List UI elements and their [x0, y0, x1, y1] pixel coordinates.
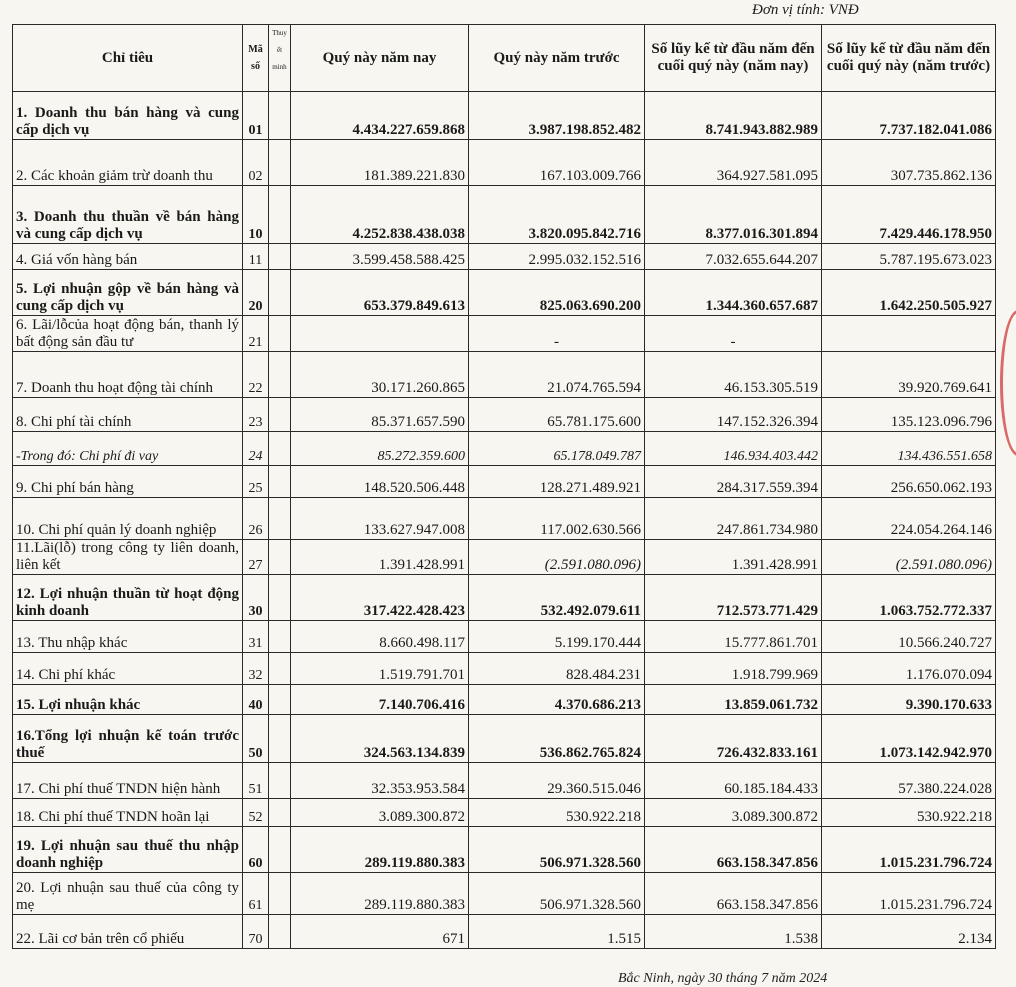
row-label — [13, 540, 243, 575]
table-row — [13, 466, 996, 498]
row-value-1: 1.519.791.701 — [291, 653, 469, 685]
row-value-2: 825.063.690.200 — [469, 270, 645, 316]
row-note — [269, 270, 291, 316]
row-value-3: 663.158.347.856 — [645, 827, 822, 873]
table-row — [13, 763, 996, 799]
row-code: 10 — [243, 186, 269, 244]
row-note — [269, 540, 291, 575]
table-row — [13, 316, 996, 352]
header-quy-nay-nam-nay: Quý này năm nay — [291, 25, 469, 92]
table-row — [13, 715, 996, 763]
row-value-1: 85.272.359.600 — [291, 432, 469, 466]
table-row — [13, 873, 996, 915]
row-value-2: 3.820.095.842.716 — [469, 186, 645, 244]
table-row — [13, 140, 996, 186]
row-code: 21 — [243, 316, 269, 352]
row-value-3: 284.317.559.394 — [645, 466, 822, 498]
row-note — [269, 498, 291, 540]
row-code: 60 — [243, 827, 269, 873]
row-code: 11 — [243, 244, 269, 270]
row-value-1: 3.599.458.588.425 — [291, 244, 469, 270]
row-value-2: 167.103.009.766 — [469, 140, 645, 186]
row-label — [13, 575, 243, 621]
row-value-1: 148.520.506.448 — [291, 466, 469, 498]
row-value-3: 60.185.184.433 — [645, 763, 822, 799]
table-row — [13, 186, 996, 244]
row-value-3: 7.032.655.644.207 — [645, 244, 822, 270]
row-value-4 — [822, 316, 996, 352]
row-value-3: 8.377.016.301.894 — [645, 186, 822, 244]
row-note — [269, 685, 291, 715]
row-label-text: 2. Các khoản giảm trừ doanh thu — [16, 168, 213, 184]
table-row — [13, 799, 996, 827]
row-label — [13, 763, 243, 799]
row-value-2: 532.492.079.611 — [469, 575, 645, 621]
row-value-2: 65.781.175.600 — [469, 398, 645, 432]
row-value-4: 9.390.170.633 — [822, 685, 996, 715]
row-value-3: 1.391.428.991 — [645, 540, 822, 575]
row-value-4: 7.737.182.041.086 — [822, 92, 996, 140]
row-value-2: 506.971.328.560 — [469, 827, 645, 873]
row-label-text: 22. Lãi cơ bản trên cổ phiếu — [16, 931, 185, 947]
row-value-2: 5.199.170.444 — [469, 621, 645, 653]
row-value-2: 506.971.328.560 — [469, 873, 645, 915]
row-value-4: 135.123.096.796 — [822, 398, 996, 432]
table-row — [13, 498, 996, 540]
row-label — [13, 799, 243, 827]
row-value-3: 3.089.300.872 — [645, 799, 822, 827]
row-value-3: 147.152.326.394 — [645, 398, 822, 432]
header-chi-tieu: Chỉ tiêu — [13, 25, 243, 92]
row-value-1: 289.119.880.383 — [291, 873, 469, 915]
row-label-text: -Trong đó: Chi phí đi vay — [16, 449, 159, 464]
row-note — [269, 763, 291, 799]
row-code: 51 — [243, 763, 269, 799]
row-label-text: 10. Chi phí quản lý doanh nghiệp — [16, 522, 217, 538]
table-row — [13, 244, 996, 270]
row-value-2: 1.515 — [469, 915, 645, 949]
row-value-4: 57.380.224.028 — [822, 763, 996, 799]
row-label — [13, 621, 243, 653]
row-note — [269, 140, 291, 186]
row-code: 61 — [243, 873, 269, 915]
row-value-1: 4.434.227.659.868 — [291, 92, 469, 140]
row-note — [269, 352, 291, 398]
income-statement-table — [12, 24, 996, 949]
row-value-3: 15.777.861.701 — [645, 621, 822, 653]
row-label-text: 1. Doanh thu bán hàng và cung cấp dịch vụ — [16, 105, 239, 138]
table-row — [13, 915, 996, 949]
row-label — [13, 352, 243, 398]
table-header-row — [13, 25, 996, 92]
table-row — [13, 432, 996, 466]
row-value-4: 530.922.218 — [822, 799, 996, 827]
table-row — [13, 827, 996, 873]
row-note — [269, 653, 291, 685]
row-code: 30 — [243, 575, 269, 621]
row-code: 25 — [243, 466, 269, 498]
red-seal-stamp — [1000, 310, 1016, 456]
row-label-text: 9. Chi phí bán hàng — [16, 480, 134, 496]
row-value-3: 1.538 — [645, 915, 822, 949]
table-row — [13, 653, 996, 685]
row-label-text: 19. Lợi nhuận sau thuế thu nhập doanh nghiệp — [16, 838, 239, 871]
footer-date-partial: Bắc Ninh, ngày 30 tháng 7 năm 2024 — [618, 971, 828, 986]
row-label — [13, 466, 243, 498]
table-row — [13, 92, 996, 140]
row-label — [13, 827, 243, 873]
row-value-3: 247.861.734.980 — [645, 498, 822, 540]
row-label — [13, 432, 243, 466]
header-ma-so: Mã số — [243, 25, 269, 92]
table-row — [13, 352, 996, 398]
row-label — [13, 685, 243, 715]
row-label — [13, 92, 243, 140]
row-label — [13, 498, 243, 540]
row-note — [269, 398, 291, 432]
row-value-1: 4.252.838.438.038 — [291, 186, 469, 244]
row-value-4: 256.650.062.193 — [822, 466, 996, 498]
row-value-3: 726.432.833.161 — [645, 715, 822, 763]
row-code: 27 — [243, 540, 269, 575]
row-code: 50 — [243, 715, 269, 763]
row-note — [269, 92, 291, 140]
row-value-3: 1.918.799.969 — [645, 653, 822, 685]
row-label-text: 16.Tổng lợi nhuận kế toán trước thuế — [16, 728, 239, 761]
row-label — [13, 270, 243, 316]
row-value-4: 307.735.862.136 — [822, 140, 996, 186]
row-value-2: 536.862.765.824 — [469, 715, 645, 763]
row-value-4: 1.073.142.942.970 — [822, 715, 996, 763]
row-note — [269, 827, 291, 873]
row-value-4: 5.787.195.673.023 — [822, 244, 996, 270]
row-note — [269, 575, 291, 621]
row-note — [269, 466, 291, 498]
row-value-3: - — [645, 316, 822, 352]
row-value-3: 13.859.061.732 — [645, 685, 822, 715]
row-label — [13, 186, 243, 244]
row-note — [269, 799, 291, 827]
row-value-2: 530.922.218 — [469, 799, 645, 827]
row-value-1: 317.422.428.423 — [291, 575, 469, 621]
row-value-3: 663.158.347.856 — [645, 873, 822, 915]
row-code: 26 — [243, 498, 269, 540]
row-value-3: 146.934.403.442 — [645, 432, 822, 466]
row-note — [269, 186, 291, 244]
row-value-3: 46.153.305.519 — [645, 352, 822, 398]
row-value-3: 1.344.360.657.687 — [645, 270, 822, 316]
row-value-1: 1.391.428.991 — [291, 540, 469, 575]
row-label — [13, 653, 243, 685]
row-code: 24 — [243, 432, 269, 466]
row-code: 20 — [243, 270, 269, 316]
row-value-3: 712.573.771.429 — [645, 575, 822, 621]
table-row — [13, 398, 996, 432]
row-label — [13, 316, 243, 352]
table-row — [13, 685, 996, 715]
row-value-4: (2.591.080.096) — [822, 540, 996, 575]
row-value-4: 7.429.446.178.950 — [822, 186, 996, 244]
header-luy-ke-nam-nay: Số lũy kế từ đầu năm đến cuối quý này (năm nay) — [645, 25, 822, 92]
row-value-4: 1.176.070.094 — [822, 653, 996, 685]
header-thuyet-minh: Thuy ết minh — [269, 25, 291, 92]
row-label-text: 13. Thu nhập khác — [16, 635, 128, 651]
row-value-1: 181.389.221.830 — [291, 140, 469, 186]
row-value-4: 39.920.769.641 — [822, 352, 996, 398]
row-value-3: 364.927.581.095 — [645, 140, 822, 186]
row-label-text: 18. Chi phí thuế TNDN hoãn lại — [16, 809, 210, 825]
header-luy-ke-nam-truoc: Số lũy kế từ đầu năm đến cuối quý này (năm trước) — [822, 25, 996, 92]
row-value-2: 65.178.049.787 — [469, 432, 645, 466]
row-value-2: 2.995.032.152.516 — [469, 244, 645, 270]
row-label — [13, 398, 243, 432]
row-code: 31 — [243, 621, 269, 653]
row-label-text: 3. Doanh thu thuần về bán hàng và cung cấp dịch vụ — [16, 209, 239, 242]
table-row — [13, 621, 996, 653]
row-value-4: 10.566.240.727 — [822, 621, 996, 653]
row-code: 02 — [243, 140, 269, 186]
row-code: 52 — [243, 799, 269, 827]
row-value-2: 4.370.686.213 — [469, 685, 645, 715]
row-value-4: 1.063.752.772.337 — [822, 575, 996, 621]
row-value-2: - — [469, 316, 645, 352]
row-code: 32 — [243, 653, 269, 685]
header-quy-nay-nam-truoc: Quý này năm trước — [469, 25, 645, 92]
row-note — [269, 316, 291, 352]
row-note — [269, 715, 291, 763]
row-code: 22 — [243, 352, 269, 398]
row-value-2: 3.987.198.852.482 — [469, 92, 645, 140]
row-value-4: 1.642.250.505.927 — [822, 270, 996, 316]
row-note — [269, 244, 291, 270]
row-label — [13, 873, 243, 915]
row-value-1: 85.371.657.590 — [291, 398, 469, 432]
row-label-text: 20. Lợi nhuận sau thuế của công ty mẹ — [16, 880, 239, 913]
row-note — [269, 621, 291, 653]
row-value-1: 324.563.134.839 — [291, 715, 469, 763]
row-value-1: 8.660.498.117 — [291, 621, 469, 653]
row-value-1: 653.379.849.613 — [291, 270, 469, 316]
row-label — [13, 915, 243, 949]
row-value-1: 289.119.880.383 — [291, 827, 469, 873]
row-label-text: 12. Lợi nhuận thuần từ hoạt động kinh doanh — [16, 586, 239, 619]
row-value-4: 2.134 — [822, 915, 996, 949]
row-note — [269, 432, 291, 466]
row-label — [13, 244, 243, 270]
row-label-text: 4. Giá vốn hàng bán — [16, 252, 138, 268]
row-value-2: (2.591.080.096) — [469, 540, 645, 575]
row-code: 23 — [243, 398, 269, 432]
row-value-2: 128.271.489.921 — [469, 466, 645, 498]
row-value-1 — [291, 316, 469, 352]
row-value-1: 30.171.260.865 — [291, 352, 469, 398]
table-row — [13, 270, 996, 316]
row-value-4: 1.015.231.796.724 — [822, 873, 996, 915]
row-value-2: 828.484.231 — [469, 653, 645, 685]
table-row — [13, 540, 996, 575]
row-code: 01 — [243, 92, 269, 140]
row-label-text: 5. Lợi nhuận gộp về bán hàng và cung cấp dịch vụ — [16, 281, 239, 314]
row-value-2: 21.074.765.594 — [469, 352, 645, 398]
row-label-text: 7. Doanh thu hoạt động tài chính — [16, 380, 214, 396]
row-value-4: 1.015.231.796.724 — [822, 827, 996, 873]
row-value-1: 671 — [291, 915, 469, 949]
row-value-3: 8.741.943.882.989 — [645, 92, 822, 140]
row-value-4: 224.054.264.146 — [822, 498, 996, 540]
row-label-text: 15. Lợi nhuận khác — [16, 697, 141, 713]
row-value-1: 32.353.953.584 — [291, 763, 469, 799]
row-label-text: 11.Lãi(lỗ) trong công ty liên doanh, liên kết — [16, 540, 239, 573]
row-value-1: 3.089.300.872 — [291, 799, 469, 827]
row-note — [269, 915, 291, 949]
row-label — [13, 715, 243, 763]
row-value-1: 133.627.947.008 — [291, 498, 469, 540]
row-value-1: 7.140.706.416 — [291, 685, 469, 715]
unit-label: Đơn vị tính: VNĐ — [752, 2, 859, 18]
row-note — [269, 873, 291, 915]
row-label-text: 8. Chi phí tài chính — [16, 414, 132, 430]
row-code: 70 — [243, 915, 269, 949]
row-value-2: 117.002.630.566 — [469, 498, 645, 540]
table-row — [13, 575, 996, 621]
row-label-text: 17. Chi phí thuế TNDN hiện hành — [16, 781, 221, 797]
row-label-text: 14. Chi phí khác — [16, 667, 116, 683]
row-label — [13, 140, 243, 186]
row-code: 40 — [243, 685, 269, 715]
row-label-text: 6. Lãi/lỗcủa hoạt động bán, thanh lý bất động sản đầu tư — [16, 317, 239, 350]
row-value-4: 134.436.551.658 — [822, 432, 996, 466]
row-value-2: 29.360.515.046 — [469, 763, 645, 799]
